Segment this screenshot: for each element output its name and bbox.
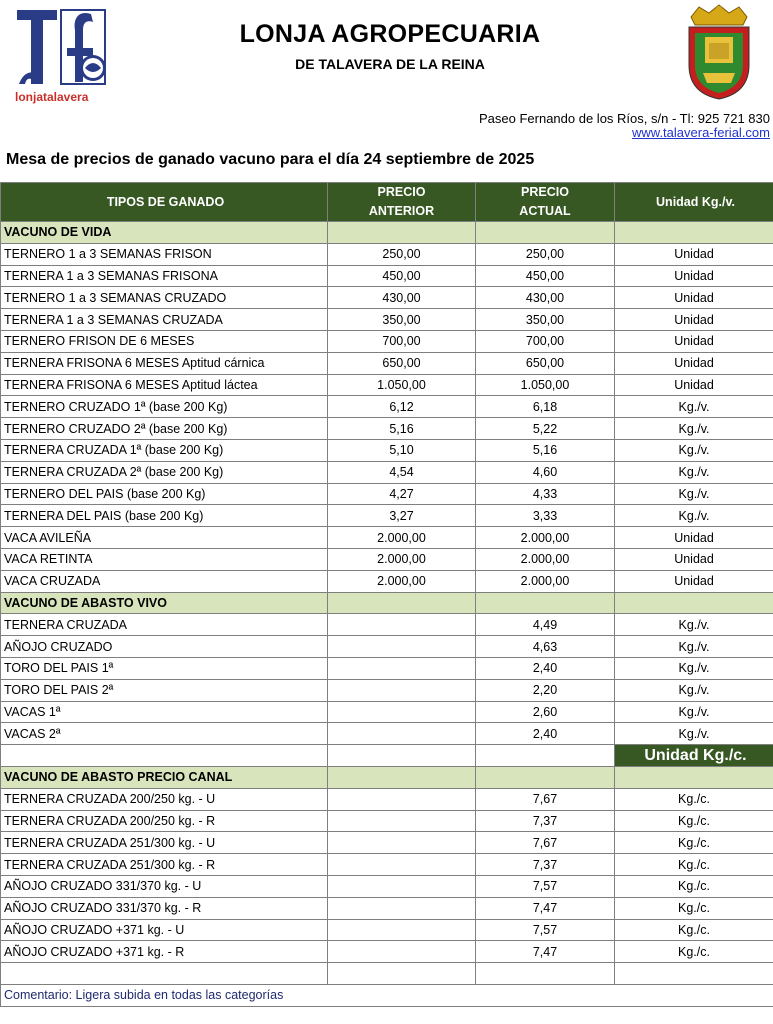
previous-price (328, 679, 476, 701)
comment-text: Comentario: Ligera subida en todas las categorías (1, 984, 773, 1006)
unit: Kg./c. (615, 897, 773, 919)
previous-price (328, 897, 476, 919)
table-row (1, 919, 773, 941)
livestock-type: AÑOJO CRUZADO 331/370 kg. - U (1, 875, 328, 897)
previous-price: 3,27 (328, 505, 476, 527)
current-price: 700,00 (476, 330, 615, 352)
previous-price: 6,12 (328, 396, 476, 418)
table-row (1, 309, 773, 331)
current-price: 2,60 (476, 701, 615, 723)
section-header-row (1, 766, 773, 788)
blank-cell (615, 592, 773, 614)
livestock-type: TERNERA CRUZADA (1, 614, 328, 636)
unit: Unidad (615, 243, 773, 265)
current-price: 7,67 (476, 832, 615, 854)
current-price: 6,18 (476, 396, 615, 418)
table-row (1, 527, 773, 549)
previous-price: 700,00 (328, 330, 476, 352)
livestock-type: TERNERA CRUZADA 251/300 kg. - U (1, 832, 328, 854)
livestock-type: TORO DEL PAIS 2ª (1, 679, 328, 701)
current-price: 7,47 (476, 941, 615, 963)
previous-price (328, 788, 476, 810)
current-price: 7,67 (476, 788, 615, 810)
previous-price (328, 810, 476, 832)
col-header-prev: PRECIO ANTERIOR (328, 183, 476, 222)
livestock-type: TERNERA 1 a 3 SEMANAS CRUZADA (1, 309, 328, 331)
unit: Kg./v. (615, 505, 773, 527)
table-row (1, 396, 773, 418)
livestock-type: TERNERA CRUZADA 200/250 kg. - U (1, 788, 328, 810)
previous-price (328, 941, 476, 963)
current-price: 430,00 (476, 287, 615, 309)
report-title: Mesa de precios de ganado vacuno para el día 24 septiembre de 2025 (6, 151, 535, 168)
table-row (1, 854, 773, 876)
unit: Kg./v. (615, 396, 773, 418)
previous-price (328, 854, 476, 876)
blank-cell (476, 963, 615, 985)
comment-row (1, 984, 773, 1006)
livestock-type: AÑOJO CRUZADO 331/370 kg. - R (1, 897, 328, 919)
price-table (0, 182, 773, 1007)
current-price: 350,00 (476, 309, 615, 331)
table-row (1, 483, 773, 505)
livestock-type: VACA CRUZADA (1, 570, 328, 592)
current-price: 4,63 (476, 636, 615, 658)
unit: Unidad (615, 309, 773, 331)
unit: Kg./v. (615, 614, 773, 636)
table-row (1, 265, 773, 287)
current-price: 2.000,00 (476, 570, 615, 592)
unit: Kg./v. (615, 439, 773, 461)
unit: Kg./v. (615, 418, 773, 440)
current-price: 2,20 (476, 679, 615, 701)
previous-price: 2.000,00 (328, 527, 476, 549)
table-row (1, 832, 773, 854)
livestock-type: TERNERA CRUZADA 200/250 kg. - R (1, 810, 328, 832)
livestock-type: TERNERA CRUZADA 251/300 kg. - R (1, 854, 328, 876)
unit: Kg./v. (615, 483, 773, 505)
unit: Kg./v. (615, 636, 773, 658)
section-title: VACUNO DE ABASTO VIVO (1, 592, 328, 614)
current-price: 2,40 (476, 723, 615, 745)
livestock-type: AÑOJO CRUZADO (1, 636, 328, 658)
livestock-type: TERNERA DEL PAIS (base 200 Kg) (1, 505, 328, 527)
svg-text:lonjatalavera: lonjatalavera (15, 90, 89, 104)
table-row (1, 439, 773, 461)
previous-price: 2.000,00 (328, 570, 476, 592)
website-link[interactable]: www.talavera-ferial.com (632, 125, 770, 140)
livestock-type: AÑOJO CRUZADO +371 kg. - R (1, 941, 328, 963)
livestock-type: TORO DEL PAIS 1ª (1, 657, 328, 679)
previous-price (328, 657, 476, 679)
previous-price (328, 919, 476, 941)
previous-price: 350,00 (328, 309, 476, 331)
blank-cell (328, 592, 476, 614)
current-price: 7,57 (476, 919, 615, 941)
previous-price: 4,27 (328, 483, 476, 505)
table-row (1, 287, 773, 309)
previous-price: 1.050,00 (328, 374, 476, 396)
unit: Unidad (615, 570, 773, 592)
unit: Unidad (615, 527, 773, 549)
blank-cell (476, 745, 615, 767)
previous-price: 2.000,00 (328, 548, 476, 570)
table-header-row (1, 183, 773, 222)
current-price: 1.050,00 (476, 374, 615, 396)
col-header-type: TIPOS DE GANADO (1, 183, 328, 222)
livestock-type: TERNERO DEL PAIS (base 200 Kg) (1, 483, 328, 505)
table-row (1, 941, 773, 963)
address-line: Paseo Fernando de los Ríos, s/n - Tl: 925 721 830 (479, 111, 770, 126)
livestock-type: TERNERO CRUZADO 2ª (base 200 Kg) (1, 418, 328, 440)
current-price: 450,00 (476, 265, 615, 287)
livestock-type: TERNERO 1 a 3 SEMANAS FRISON (1, 243, 328, 265)
unit: Kg./c. (615, 919, 773, 941)
previous-price: 4,54 (328, 461, 476, 483)
lonja-talavera-logo (13, 6, 109, 104)
unit: Kg./v. (615, 657, 773, 679)
blank-cell (615, 766, 773, 788)
livestock-type: TERNERA FRISONA 6 MESES Aptitud cárnica (1, 352, 328, 374)
previous-price: 430,00 (328, 287, 476, 309)
unit: Kg./v. (615, 461, 773, 483)
table-row (1, 875, 773, 897)
unit: Unidad (615, 265, 773, 287)
empty-row (1, 963, 773, 985)
table-row (1, 418, 773, 440)
blank-cell (476, 592, 615, 614)
previous-price: 250,00 (328, 243, 476, 265)
current-price: 3,33 (476, 505, 615, 527)
table-row (1, 614, 773, 636)
livestock-type: TERNERA CRUZADA 1ª (base 200 Kg) (1, 439, 328, 461)
previous-price (328, 614, 476, 636)
livestock-type: TERNERO CRUZADO 1ª (base 200 Kg) (1, 396, 328, 418)
current-price: 2.000,00 (476, 527, 615, 549)
current-price: 2.000,00 (476, 548, 615, 570)
unit: Kg./c. (615, 854, 773, 876)
current-price: 7,47 (476, 897, 615, 919)
table-row (1, 636, 773, 658)
previous-price: 450,00 (328, 265, 476, 287)
page-subtitle: DE TALAVERA DE LA REINA (295, 56, 485, 72)
table-row (1, 701, 773, 723)
table-row (1, 788, 773, 810)
unit: Kg./c. (615, 875, 773, 897)
previous-price (328, 832, 476, 854)
table-row (1, 374, 773, 396)
table-row (1, 461, 773, 483)
unit: Kg./c. (615, 788, 773, 810)
section-header-row (1, 592, 773, 614)
unit: Unidad (615, 352, 773, 374)
unit: Kg./c. (615, 810, 773, 832)
previous-price: 650,00 (328, 352, 476, 374)
unit: Kg./v. (615, 723, 773, 745)
current-price: 4,33 (476, 483, 615, 505)
current-price: 7,57 (476, 875, 615, 897)
section-header-row (1, 222, 773, 244)
unit: Unidad (615, 330, 773, 352)
blank-cell (328, 745, 476, 767)
blank-cell (328, 766, 476, 788)
blank-cell (1, 745, 328, 767)
table-row (1, 810, 773, 832)
unit: Kg./v. (615, 679, 773, 701)
blank-cell (476, 766, 615, 788)
table-row (1, 548, 773, 570)
blank-cell (1, 963, 328, 985)
previous-price (328, 701, 476, 723)
livestock-type: TERNERA 1 a 3 SEMANAS FRISONA (1, 265, 328, 287)
section-title: VACUNO DE ABASTO PRECIO CANAL (1, 766, 328, 788)
current-price: 4,60 (476, 461, 615, 483)
unit-header-row (1, 745, 773, 767)
table-row (1, 897, 773, 919)
unit: Unidad (615, 548, 773, 570)
current-price: 5,22 (476, 418, 615, 440)
livestock-type: AÑOJO CRUZADO +371 kg. - U (1, 919, 328, 941)
previous-price: 5,16 (328, 418, 476, 440)
current-price: 7,37 (476, 854, 615, 876)
col-header-unit: Unidad Kg./v. (615, 183, 773, 222)
table-row (1, 352, 773, 374)
blank-cell (328, 222, 476, 244)
col-header-curr: PRECIO ACTUAL (476, 183, 615, 222)
previous-price (328, 636, 476, 658)
blank-cell (615, 222, 773, 244)
page-title: LONJA AGROPECUARIA (239, 20, 541, 48)
blank-cell (615, 963, 773, 985)
table-row (1, 679, 773, 701)
table-row (1, 723, 773, 745)
unit: Unidad (615, 287, 773, 309)
previous-price (328, 723, 476, 745)
previous-price (328, 875, 476, 897)
livestock-type: TERNERO 1 a 3 SEMANAS CRUZADO (1, 287, 328, 309)
unit: Kg./c. (615, 941, 773, 963)
table-row (1, 570, 773, 592)
current-price: 7,37 (476, 810, 615, 832)
table-row (1, 505, 773, 527)
current-price: 2,40 (476, 657, 615, 679)
current-price: 4,49 (476, 614, 615, 636)
current-price: 650,00 (476, 352, 615, 374)
blank-cell (476, 222, 615, 244)
current-price: 250,00 (476, 243, 615, 265)
previous-price: 5,10 (328, 439, 476, 461)
table-row (1, 330, 773, 352)
blank-cell (328, 963, 476, 985)
livestock-type: TERNERA FRISONA 6 MESES Aptitud láctea (1, 374, 328, 396)
livestock-type: VACA RETINTA (1, 548, 328, 570)
livestock-type: VACA AVILEÑA (1, 527, 328, 549)
unit: Kg./c. (615, 832, 773, 854)
current-price: 5,16 (476, 439, 615, 461)
livestock-type: VACAS 2ª (1, 723, 328, 745)
unit: Kg./v. (615, 701, 773, 723)
livestock-type: TERNERA CRUZADA 2ª (base 200 Kg) (1, 461, 328, 483)
section-title: VACUNO DE VIDA (1, 222, 328, 244)
livestock-type: TERNERO FRISON DE 6 MESES (1, 330, 328, 352)
livestock-type: VACAS 1ª (1, 701, 328, 723)
table-row (1, 657, 773, 679)
unit-header-cell: Unidad Kg./c. (615, 745, 773, 767)
coat-of-arms-icon (683, 3, 755, 101)
unit: Unidad (615, 374, 773, 396)
table-row (1, 243, 773, 265)
